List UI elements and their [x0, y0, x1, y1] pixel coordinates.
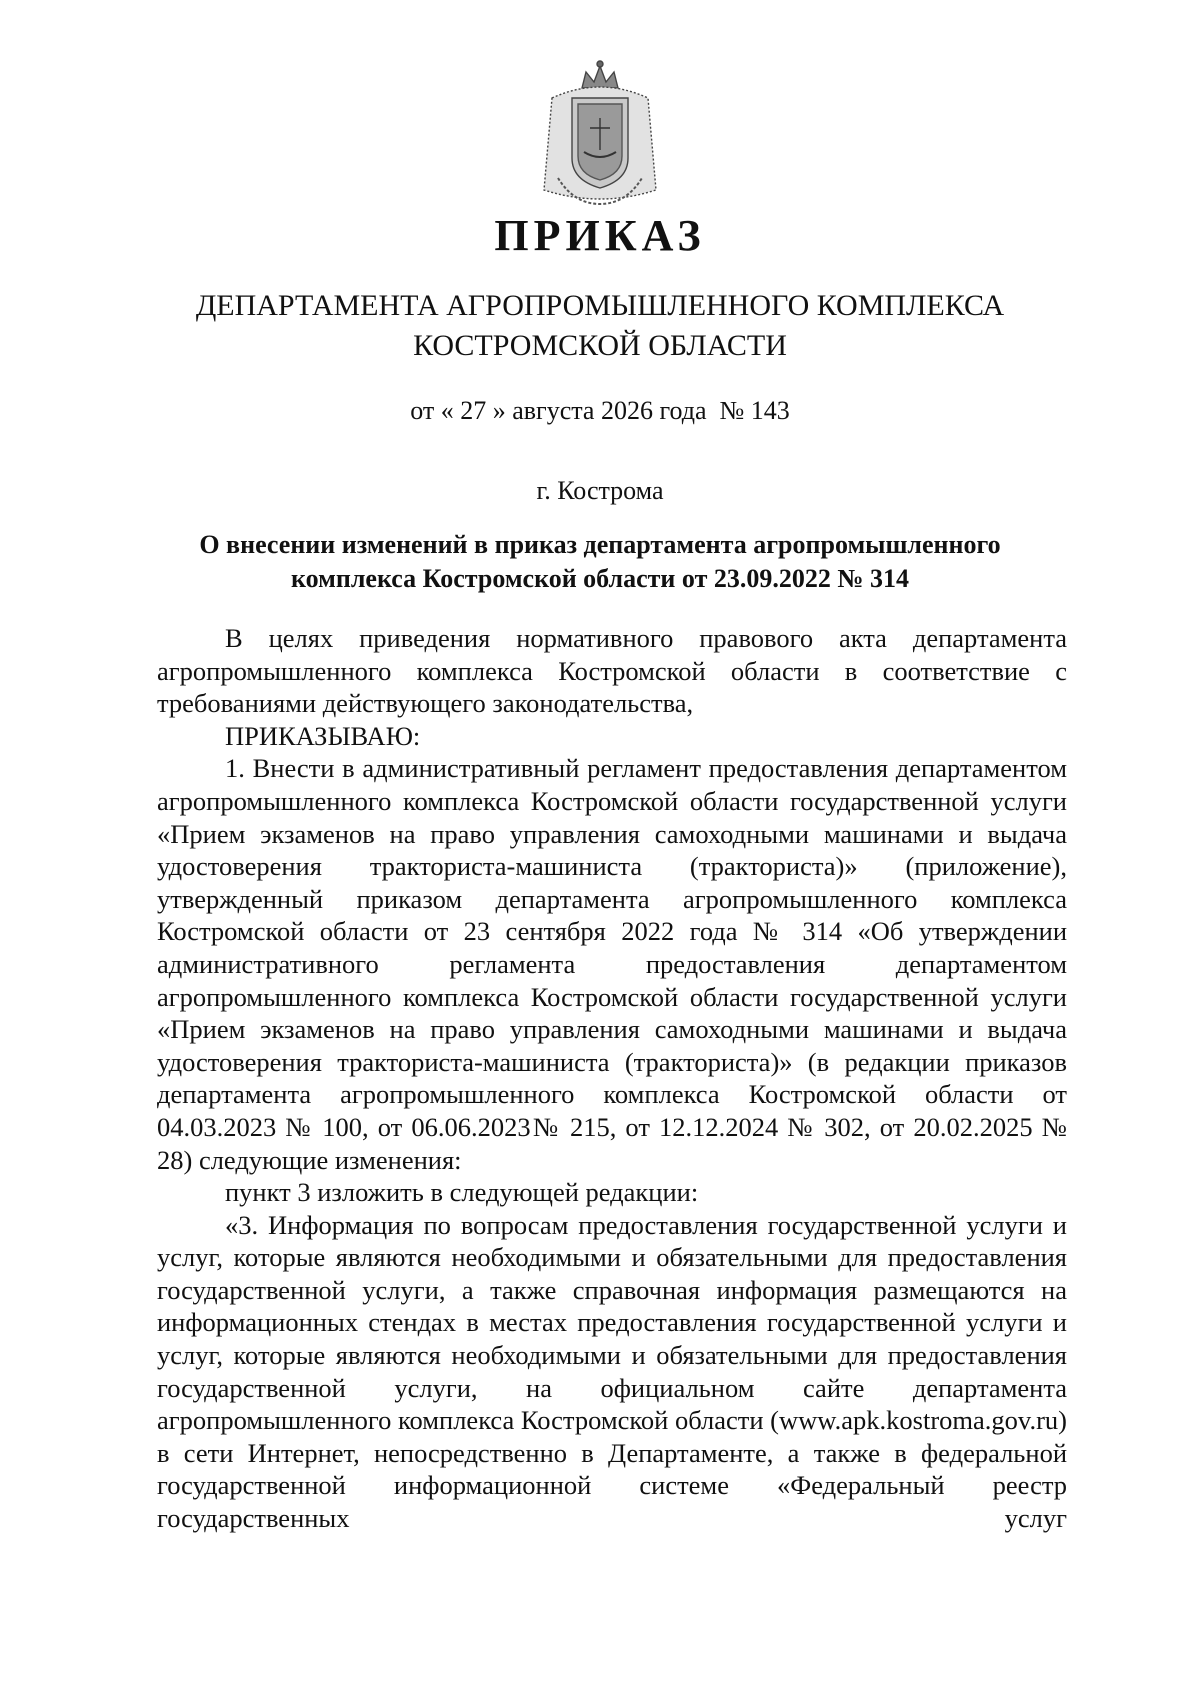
order-subject	[0, 528, 1200, 596]
order-word: ПРИКАЗЫВАЮ:	[225, 720, 421, 751]
date-and-number: от « 27 » августа 2026 года № 143	[410, 396, 790, 425]
document-body	[157, 622, 1067, 1535]
region-line: КОСТРОМСКОЙ ОБЛАСТИ	[413, 329, 787, 362]
preamble-paragraph: В целях приведения нормативного правового акта департамента агропромышленного комплекса Костромской области в соответствие с требованиями действующего законодательства,	[157, 623, 1067, 719]
subject-line-1: О внесении изменений в приказ департамента агропромышленного	[199, 530, 1001, 559]
item-1-paragraph: 1. Внести в административный регламент предоставления департаментом агропромышленного комплекса Костромской области государственной услуги «Прием экзаменов на право управления самоходными машинами и выдача удостоверения тракториста-машиниста (тракториста)» (приложение), утвержденный приказом департамента агропромышленного комплекса Костромской области от 23 сентября 2022 года № 314 «Об утверждении административного регламента предоставления департаментом агропромышленного комплекса Костромской области государственной услуги «Прием экзаменов на право управления самоходными машинами и выдача удостоверения тракториста-машиниста (тракториста)» (в редакции приказов департамента агропромышленного комплекса Костромской области от 04.03.2023 № 100, от 06.06.2023№ 215, от 12.12.2024 № 302, от 20.02.2025 № 28) следующие изменения:	[157, 753, 1067, 1175]
document-type-title: ПРИКАЗ	[494, 211, 706, 260]
coat-of-arms-icon	[534, 58, 666, 210]
department-line: ДЕПАРТАМЕНТА АГРОПРОМЫШЛЕННОГО КОМПЛЕКСА	[195, 289, 1005, 322]
point-3-text: «3. Информация по вопросам предоставления государственной услуги и услуг, которые являются необходимыми и обязательными для предоставления государственной услуги, а также справочная информация размещаются на информационных стендах в местах предоставления государственной услуги и услуг, которые являются необходимыми и обязательными для предоставления государственной услуги, на официальном сайте департамента агропромышленного комплекса Костромской области (www.apk.kostroma.gov.ru) в сети Интернет, непосредственно в Департаменте, а также в федеральной государственной информационной системе «Федеральный реестр государственных услуг	[157, 1209, 1067, 1534]
point-3-intro: пункт 3 изложить в следующей редакции:	[225, 1177, 699, 1208]
department-name	[0, 286, 1200, 366]
subject-line-2: комплекса Костромской области от 23.09.2022 № 314	[291, 564, 909, 593]
city: г. Кострома	[536, 476, 664, 505]
